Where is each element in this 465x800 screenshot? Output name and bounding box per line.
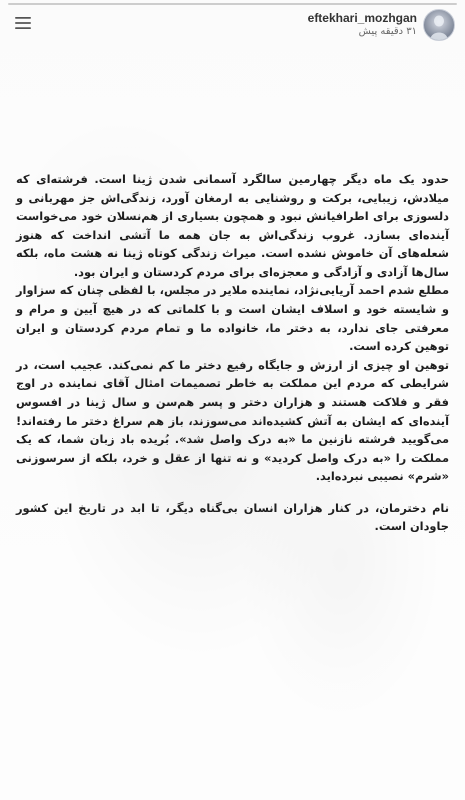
story-paragraph: نام دخترمان، در کنار هزاران انسان بی‌گناه دیگر، تا ابد در تاریخ این کشور جاودان است.	[16, 500, 449, 534]
profile-avatar[interactable]	[423, 9, 455, 41]
story-timestamp: ۳۱ دقیقه پیش	[358, 26, 417, 38]
username[interactable]: eftekhari_mozhgan	[307, 11, 417, 26]
story-paragraph: حدود یک ماه دیگر چهارمین سالگرد آسمانی شدن ژینا است. فرشته‌ای که میلادش، زیبایی، برکت و روشنایی به ارمغان آورد، زندگی‌اش جز مهربانی و دلسوزی برای اطرافیانش نبود و همچون بسیاری از هم‌نسلان خود می‌خواست آینده‌ای بسازد. غروب زندگی‌اش به جان همه ما آتشی انداخت که هنوز شعله‌های آن خاموش نشده است. میراث زندگی کوتاه ژینا نه هشت ماه، بلکه سال‌ها آزادی و آزادگی و معجزه‌ای برای مردم کردستان و ایران بود.	[16, 172, 449, 279]
story-progress-bar	[8, 3, 457, 5]
story-header	[308, 8, 455, 42]
story-paragraph: مطلع شدم احمد آریایی‌نژاد، نماینده ملایر در مجلس، با لفظی چنان که سزاوار و شایسته خود و اسلاف ایشان است و با کلماتی که در هیچ آیین و مرام و معرفتی جای ندارد، به دختر ما، خانواده ما و تمام مردم کردستان و ایران توهین کرده است.	[16, 283, 449, 354]
hamburger-menu-icon[interactable]	[14, 14, 32, 32]
story-meta	[308, 12, 417, 37]
story-text	[16, 170, 449, 536]
story-paragraph: توهین او چیزی از ارزش و جایگاه رفیع دختر ما کم نمی‌کند. عجیب است، در شرایطی که مردم این مملکت به خاطر تصمیمات امثال آقای نماینده در اوج فقر و فلاکت هستند و هزاران دختر و پسر هم‌سن و سال ژینا در افسوس آینده‌ای که ایشان به آتش کشیده‌اند می‌سوزند، باز هم سراغ دختر ما رفته‌اند! می‌گویید فرشته نازنین ما «به درک واصل شد». بُریده باد زبان شما، که یک مملکت را «به درک واصل کردید» و نه تنها از عقل و خرد، بلکه از سرسوزنی «شرم» نصیبی نبرده‌اید.	[16, 357, 449, 484]
story-top-bar	[0, 0, 465, 44]
